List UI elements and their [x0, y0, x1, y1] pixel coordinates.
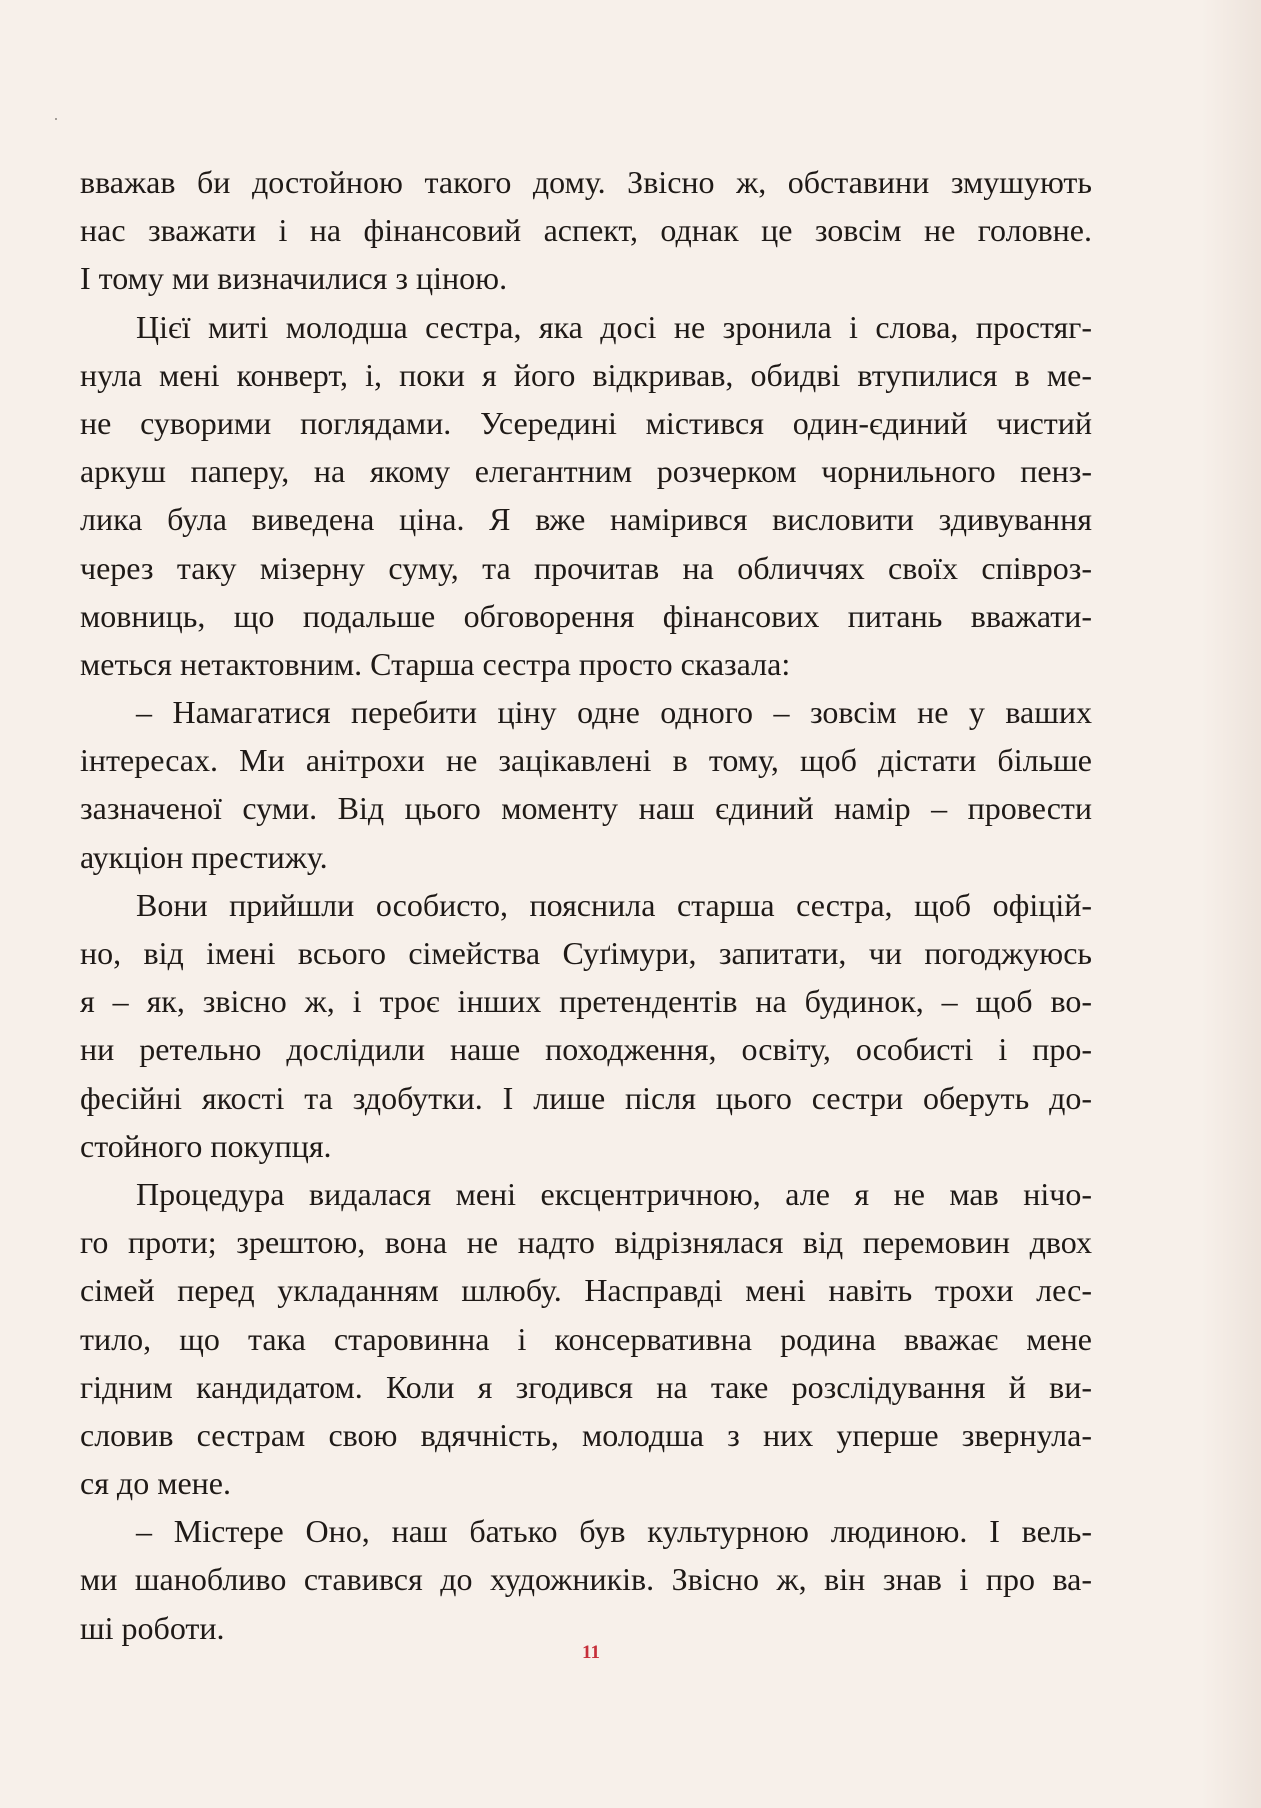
text-line: ми шанобливо ставився до художників. Звісно ж, він знав і про ва-: [80, 1561, 1092, 1598]
text-line: сімей перед укладанням шлюбу. Насправді мені навіть трохи лес-: [80, 1272, 1092, 1309]
text-line: я – як, звісно ж, і троє інших претендентів на будинок, – щоб во-: [80, 983, 1092, 1020]
text-line: нула мені конверт, і, поки я його відкривав, обидві втупилися в ме-: [80, 356, 1092, 393]
text-line: Цієї миті молодша сестра, яка досі не зронила і слова, простяг-: [136, 308, 1092, 345]
text-line: словив сестрам свою вдячність, молодша з них уперше звернула-: [80, 1416, 1092, 1453]
text-line: – Містере Оно, наш батько був культурною людиною. І вель-: [136, 1513, 1092, 1550]
text-line: аукціон престижу.: [80, 838, 328, 875]
text-line: зазначеної суми. Від цього моменту наш єдиний намір – провести: [80, 790, 1092, 827]
text-line: меться нетактовним. Старша сестра просто сказала:: [80, 645, 791, 682]
text-line: ся до мене.: [80, 1465, 231, 1502]
text-line: вважав би достойною такого дому. Звісно ж, обставини змушують: [80, 164, 1092, 200]
text-line: через таку мізерну суму, та прочитав на обличчях своїх співроз-: [80, 549, 1092, 586]
text-line: фесійні якості та здобутки. І лише після цього сестри оберуть до-: [80, 1079, 1092, 1116]
text-line: нас зважати і на фінансовий аспект, однак це зовсім не головне.: [80, 212, 1092, 249]
text-line: го проти; зрештою, вона не надто відрізнялася від перемовин двох: [80, 1224, 1092, 1261]
text-line: Процедура видалася мені ексцентричною, але я не мав нічо-: [136, 1175, 1092, 1212]
paper-speck: [55, 118, 57, 120]
text-line: аркуш паперу, на якому елегантним розчерком чорнильного пенз-: [80, 453, 1092, 490]
page-number: 11: [582, 1642, 600, 1663]
text-line: гідним кандидатом. Коли я згодився на таке розслідування й ви-: [80, 1368, 1092, 1405]
text-line: – Намагатися перебити ціну одне одного – зовсім не у ваших: [136, 694, 1092, 731]
text-line: стойного покупця.: [80, 1127, 332, 1164]
text-line: І тому ми визначилися з ціною.: [80, 260, 508, 297]
text-line: мовниць, що подальше обговорення фінансових питань вважати-: [80, 597, 1092, 634]
text-line: ни ретельно дослідили наше походження, освіту, особисті і про-: [80, 1031, 1092, 1068]
body-text: [80, 158, 1092, 1652]
page-edge-shadow: [1201, 0, 1261, 1808]
text-line: Вони прийшли особисто, пояснила старша сестра, щоб офіцій-: [136, 886, 1092, 923]
text-line: лика була виведена ціна. Я вже намірився висловити здивування: [80, 501, 1092, 538]
text-line: ші роботи.: [80, 1609, 225, 1646]
text-line: не суворими поглядами. Усередині містився один-єдиний чистий: [80, 404, 1092, 441]
text-line: тило, що така старовинна і консервативна родина вважає мене: [80, 1320, 1092, 1357]
text-line: інтересах. Ми анітрохи не зацікавлені в тому, щоб дістати більше: [80, 742, 1092, 779]
text-line: но, від імені всього сімейства Суґімури, запитати, чи погоджуюсь: [80, 935, 1092, 971]
